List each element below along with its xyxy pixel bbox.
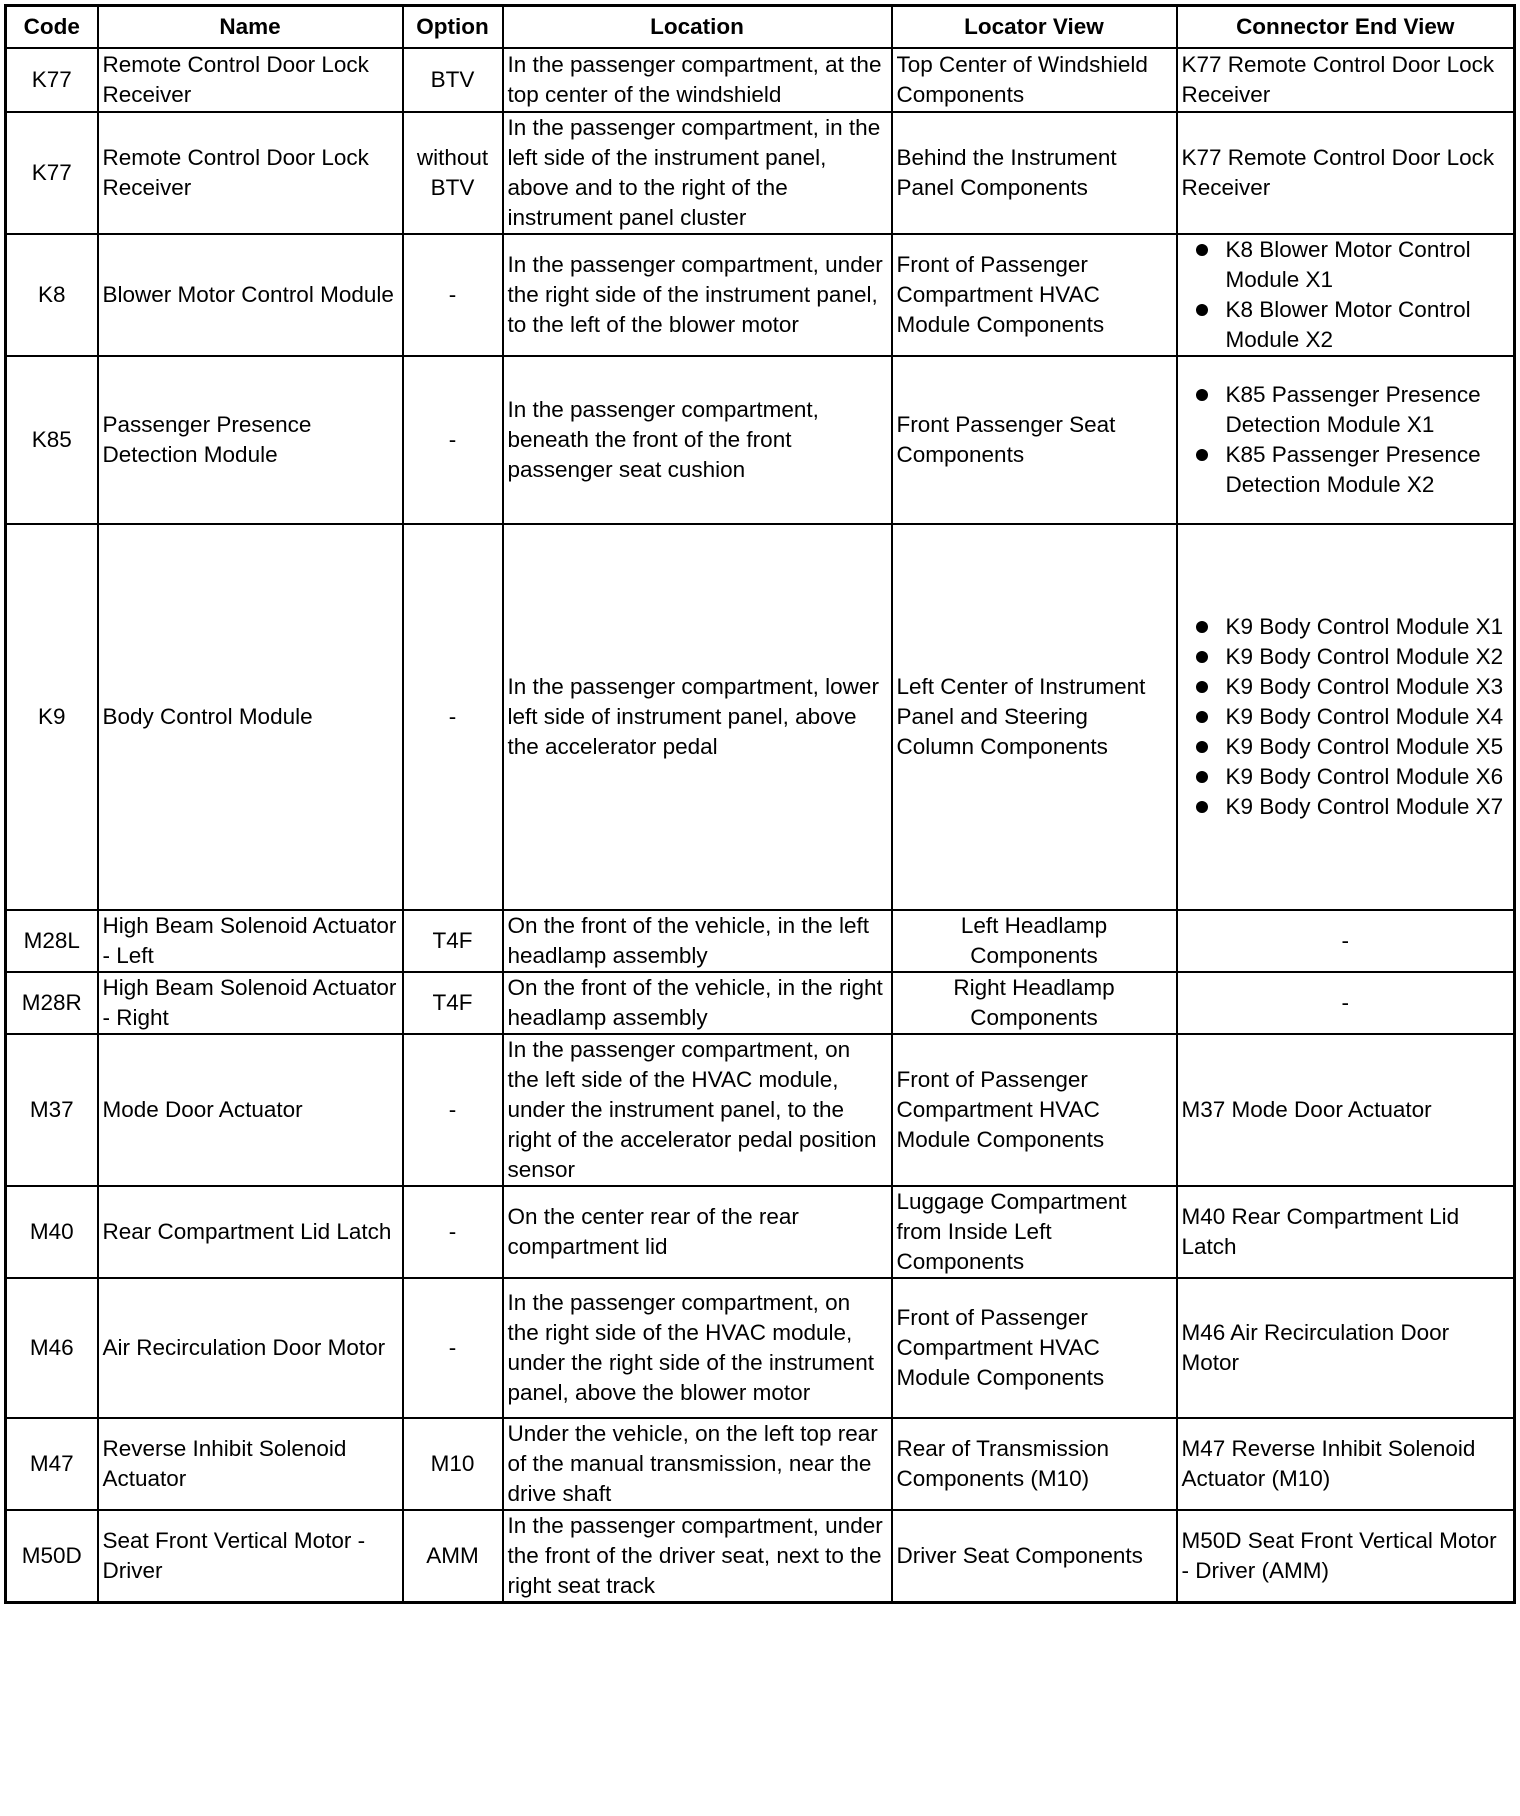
- connector-list-item: K8 Blower Motor Control Module X1: [1226, 235, 1510, 295]
- cell-locator-view: Front of Passenger Compartment HVAC Module Components: [892, 1278, 1177, 1418]
- cell-locator-view: Front of Passenger Compartment HVAC Module Components: [892, 234, 1177, 356]
- cell-name: Seat Front Vertical Motor - Driver: [98, 1510, 403, 1603]
- header-row: [6, 6, 1515, 49]
- connector-list-item: K85 Passenger Presence Detection Module X1: [1226, 380, 1510, 440]
- connector-list-item: K9 Body Control Module X7: [1226, 792, 1510, 822]
- connector-list-item: K9 Body Control Module X3: [1226, 672, 1510, 702]
- cell-option: T4F: [403, 910, 503, 972]
- cell-locator-view: Driver Seat Components: [892, 1510, 1177, 1603]
- cell-connector-end-view: M40 Rear Compartment Lid Latch: [1177, 1186, 1515, 1278]
- cell-connector-end-view: M47 Reverse Inhibit Solenoid Actuator (M10): [1177, 1418, 1515, 1510]
- table-row: [6, 1186, 1515, 1278]
- cell-location: On the front of the vehicle, in the right headlamp assembly: [503, 972, 892, 1034]
- cell-code: M50D: [6, 1510, 98, 1603]
- cell-code: K77: [6, 112, 98, 234]
- cell-locator-view: Top Center of Windshield Components: [892, 48, 1177, 112]
- cell-code: K77: [6, 48, 98, 112]
- cell-option: -: [403, 1034, 503, 1186]
- cell-location: In the passenger compartment, at the top center of the windshield: [503, 48, 892, 112]
- connector-list-item: K9 Body Control Module X2: [1226, 642, 1510, 672]
- cell-name: Reverse Inhibit Solenoid Actuator: [98, 1418, 403, 1510]
- connector-list-item: K85 Passenger Presence Detection Module X2: [1226, 440, 1510, 500]
- cell-location: In the passenger compartment, in the left side of the instrument panel, above and to the right of the instrument panel cluster: [503, 112, 892, 234]
- cell-location: In the passenger compartment, under the right side of the instrument panel, to the left of the blower motor: [503, 234, 892, 356]
- cell-location: Under the vehicle, on the left top rear of the manual transmission, near the drive shaft: [503, 1418, 892, 1510]
- cell-option: without BTV: [403, 112, 503, 234]
- table-row: [6, 1278, 1515, 1418]
- cell-locator-view: Front of Passenger Compartment HVAC Module Components: [892, 1034, 1177, 1186]
- cell-code: K85: [6, 356, 98, 524]
- cell-locator-view: Left Center of Instrument Panel and Steering Column Components: [892, 524, 1177, 910]
- cell-name: Air Recirculation Door Motor: [98, 1278, 403, 1418]
- cell-option: T4F: [403, 972, 503, 1034]
- cell-location: In the passenger compartment, beneath the front of the front passenger seat cushion: [503, 356, 892, 524]
- cell-location: In the passenger compartment, lower left side of instrument panel, above the accelerator pedal: [503, 524, 892, 910]
- header-locator-view: Locator View: [892, 6, 1177, 49]
- cell-connector-end-view: M50D Seat Front Vertical Motor - Driver (AMM): [1177, 1510, 1515, 1603]
- cell-location: In the passenger compartment, under the front of the driver seat, next to the right seat track: [503, 1510, 892, 1603]
- table-body: [6, 48, 1515, 1603]
- cell-locator-view: Luggage Compartment from Inside Left Components: [892, 1186, 1177, 1278]
- cell-locator-view: Left Headlamp Components: [892, 910, 1177, 972]
- connector-list: [1182, 612, 1510, 822]
- cell-connector-end-view: K77 Remote Control Door Lock Receiver: [1177, 48, 1515, 112]
- cell-option: -: [403, 234, 503, 356]
- cell-option: -: [403, 356, 503, 524]
- cell-location: On the front of the vehicle, in the left headlamp assembly: [503, 910, 892, 972]
- cell-code: M40: [6, 1186, 98, 1278]
- cell-option: -: [403, 1278, 503, 1418]
- cell-connector-end-view: [1177, 356, 1515, 524]
- cell-option: -: [403, 1186, 503, 1278]
- cell-location: In the passenger compartment, on the left side of the HVAC module, under the instrument panel, to the right of the accelerator pedal position sensor: [503, 1034, 892, 1186]
- cell-connector-end-view: [1177, 234, 1515, 356]
- cell-name: Remote Control Door Lock Receiver: [98, 112, 403, 234]
- connector-list-item: K9 Body Control Module X6: [1226, 762, 1510, 792]
- header-location: Location: [503, 6, 892, 49]
- cell-name: Mode Door Actuator: [98, 1034, 403, 1186]
- component-locator-table-wrapper: [4, 4, 1513, 1604]
- cell-code: M46: [6, 1278, 98, 1418]
- connector-list-item: K8 Blower Motor Control Module X2: [1226, 295, 1510, 355]
- table-row: [6, 112, 1515, 234]
- cell-option: BTV: [403, 48, 503, 112]
- connector-list-item: K9 Body Control Module X1: [1226, 612, 1510, 642]
- table-row: [6, 910, 1515, 972]
- cell-locator-view: Rear of Transmission Components (M10): [892, 1418, 1177, 1510]
- cell-locator-view: Right Headlamp Components: [892, 972, 1177, 1034]
- cell-name: High Beam Solenoid Actuator - Left: [98, 910, 403, 972]
- table-row: [6, 1510, 1515, 1603]
- cell-name: High Beam Solenoid Actuator - Right: [98, 972, 403, 1034]
- table-row: [6, 1418, 1515, 1510]
- table-row: [6, 234, 1515, 356]
- cell-option: M10: [403, 1418, 503, 1510]
- cell-name: Body Control Module: [98, 524, 403, 910]
- cell-locator-view: Front Passenger Seat Components: [892, 356, 1177, 524]
- header-option: Option: [403, 6, 503, 49]
- component-locator-table: [4, 4, 1516, 1604]
- cell-location: On the center rear of the rear compartment lid: [503, 1186, 892, 1278]
- cell-connector-end-view: [1177, 524, 1515, 910]
- connector-list: [1182, 235, 1510, 355]
- cell-name: Blower Motor Control Module: [98, 234, 403, 356]
- cell-location: In the passenger compartment, on the right side of the HVAC module, under the right side of the instrument panel, above the blower motor: [503, 1278, 892, 1418]
- cell-option: AMM: [403, 1510, 503, 1603]
- cell-code: K8: [6, 234, 98, 356]
- cell-code: M47: [6, 1418, 98, 1510]
- header-name: Name: [98, 6, 403, 49]
- cell-code: M37: [6, 1034, 98, 1186]
- cell-name: Rear Compartment Lid Latch: [98, 1186, 403, 1278]
- cell-connector-end-view: K77 Remote Control Door Lock Receiver: [1177, 112, 1515, 234]
- cell-locator-view: Behind the Instrument Panel Components: [892, 112, 1177, 234]
- cell-option: -: [403, 524, 503, 910]
- table-row: [6, 972, 1515, 1034]
- cell-name: Remote Control Door Lock Receiver: [98, 48, 403, 112]
- table-row: [6, 356, 1515, 524]
- connector-list-item: K9 Body Control Module X5: [1226, 732, 1510, 762]
- cell-code: M28R: [6, 972, 98, 1034]
- cell-code: K9: [6, 524, 98, 910]
- header-code: Code: [6, 6, 98, 49]
- connector-list: [1182, 380, 1510, 500]
- cell-connector-end-view: M46 Air Recirculation Door Motor: [1177, 1278, 1515, 1418]
- header-connector-end-view: Connector End View: [1177, 6, 1515, 49]
- cell-name: Passenger Presence Detection Module: [98, 356, 403, 524]
- cell-connector-end-view: -: [1177, 972, 1515, 1034]
- table-row: [6, 524, 1515, 910]
- table-row: [6, 1034, 1515, 1186]
- cell-connector-end-view: M37 Mode Door Actuator: [1177, 1034, 1515, 1186]
- cell-connector-end-view: -: [1177, 910, 1515, 972]
- table-row: [6, 48, 1515, 112]
- cell-code: M28L: [6, 910, 98, 972]
- connector-list-item: K9 Body Control Module X4: [1226, 702, 1510, 732]
